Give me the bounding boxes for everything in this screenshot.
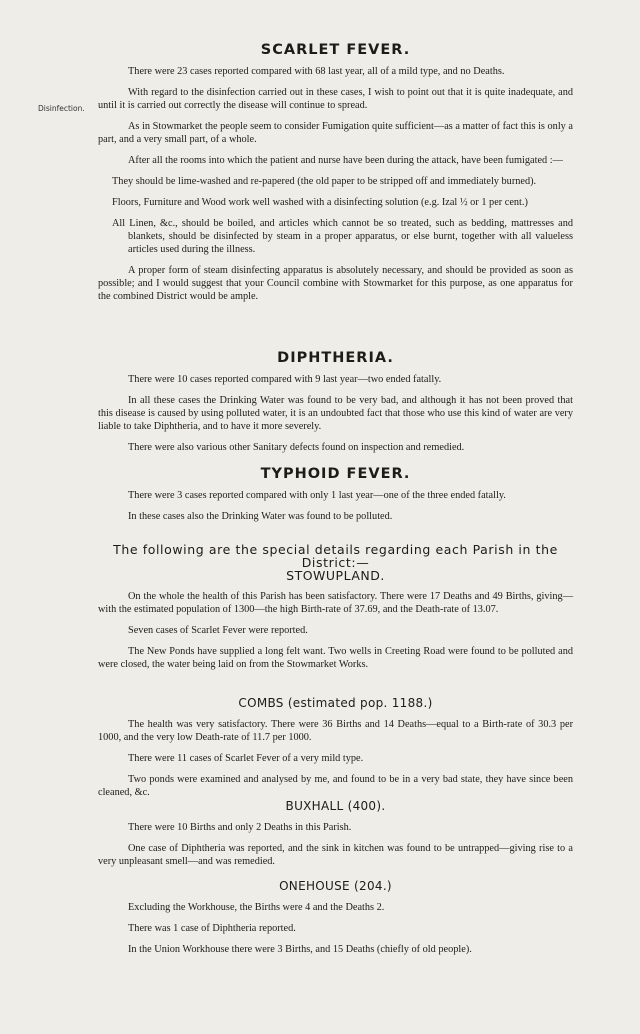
onehouse-p1: Excluding the Workhouse, the Births were 4 and the Deaths 2. (128, 902, 385, 913)
combs-p1: The health was very satisfactory. There were 36 Births and 14 Deaths—equal to a Birth-rate of 30.3 per 1000, and the very low Death-rate of 11.7 per 1000. (98, 719, 573, 743)
onehouse-p2: There was 1 case of Diphtheria reported. (128, 923, 296, 934)
scarlet-section (98, 44, 573, 303)
special-details-heading: The following are the special details regarding each Parish in the District:— (113, 542, 558, 570)
buxhall-section (98, 800, 573, 868)
scarlet-p1: There were 23 cases reported compared with 68 last year, all of a mild type, and no Deaths. (128, 66, 505, 77)
buxhall-heading: BUXHALL (400). (285, 799, 386, 813)
scarlet-p4: After all the rooms into which the patient and nurse have been during the attack, have been fumigated :— (128, 155, 563, 166)
diphtheria-heading: DIPHTHERIA. (277, 350, 394, 366)
typhoid-p2: In these cases also the Drinking Water was found to be polluted. (128, 511, 393, 522)
scarlet-p6: Floors, Furniture and Wood work well washed with a disinfecting solution (e.g. Izal ½ or 1 per cent.) (112, 197, 528, 208)
diphtheria-p1: There were 10 cases reported compared with 9 last year—two ended fatally. (128, 374, 442, 385)
stowupland-p1: On the whole the health of this Parish has been satisfactory. There were 17 Deaths and 49 Births, giving—with the estimated population of 1300—the high Birth-rate of 37.69, and the Death-rate of 13.07. (98, 591, 573, 615)
stowupland-heading: STOWUPLAND. (286, 568, 385, 583)
diphtheria-p3: There were also various other Sanitary defects found on inspection and remedied. (128, 442, 465, 453)
scarlet-p5: They should be lime-washed and re-papered (the old paper to be stripped off and immediately burned). (112, 176, 537, 187)
buxhall-p2: One case of Diphtheria was reported, and the sink in kitchen was found to be untrapped—giving rise to a very unpleasant smell—and was remedied. (98, 843, 573, 867)
typhoid-section (98, 468, 573, 523)
combs-p3: Two ponds were examined and analysed by me, and found to be in a very bad state, they have since been cleaned, &c. (98, 774, 573, 798)
diphtheria-section (98, 352, 573, 454)
diphtheria-p2: In all these cases the Drinking Water was found to be very bad, and although it has not been proved that this disease is caused by using polluted water, it is an undoubted fact that those who use this kind of water are very liable to take Diphtheria, and to have it more severely. (98, 395, 573, 432)
stowupland-p2: Seven cases of Scarlet Fever were reported. (128, 625, 308, 636)
scarlet-p3: As in Stowmarket the people seem to consider Fumigation quite sufficient—as a matter of fact this is only a part, and a very small part, of a whole. (98, 121, 573, 145)
combs-heading: COMBS (estimated pop. 1188.) (238, 696, 433, 710)
typhoid-p1: There were 3 cases reported compared with only 1 last year—one of the three ended fatally. (128, 490, 506, 501)
scarlet-p8: A proper form of steam disinfecting apparatus is absolutely necessary, and should be provided as soon as possible; and I would suggest that your Council combine with Stowmarket for this purpose, as one apparatus for the combined District would be ample. (98, 265, 573, 302)
special-details-heading-wrap (98, 543, 573, 569)
combs-p2: There were 11 cases of Scarlet Fever of a very mild type. (128, 753, 364, 764)
onehouse-p3: In the Union Workhouse there were 3 Births, and 15 Deaths (chiefly of old people). (128, 944, 472, 955)
stowupland-p3: The New Ponds have supplied a long felt want. Two wells in Creeting Road were found to be polluted and were closed, the water being laid on from the Stowmarket Works. (98, 646, 573, 670)
combs-section (98, 697, 573, 799)
scarlet-heading: SCARLET FEVER. (260, 42, 411, 58)
onehouse-heading: ONEHOUSE (204.) (279, 879, 392, 893)
typhoid-heading: TYPHOID FEVER. (260, 466, 411, 482)
margin-note: Disinfection. (38, 104, 85, 113)
scarlet-p7: All Linen, &c., should be boiled, and articles which cannot be so treated, such as bedding, mattresses and blankets, should be disinfected by steam in a proper apparatus, or else burnt, together with all valueless articles used during the illness. (112, 218, 573, 255)
scarlet-p2: With regard to the disinfection carried out in these cases, I wish to point out that it is quite inadequate, and until it is carried out correctly the disease will continue to spread. (98, 87, 573, 111)
onehouse-section (98, 880, 573, 956)
stowupland-section (98, 569, 573, 671)
buxhall-p1: There were 10 Births and only 2 Deaths in this Parish. (128, 822, 352, 833)
